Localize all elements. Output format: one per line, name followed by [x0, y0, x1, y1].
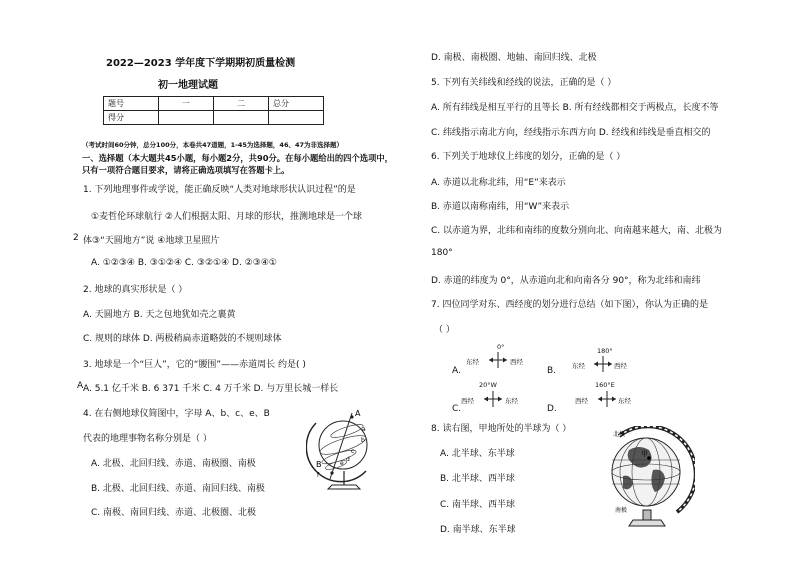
q8-globe-diagram: [599, 426, 695, 532]
question-8-stem: 8. 读右图，甲地所处的半球为（ ）: [431, 424, 572, 434]
score-table-header-cell: 总分: [269, 97, 324, 111]
q7-option-a-letter[interactable]: A.: [452, 366, 461, 376]
question-4-stem-line1: 4. 在右侧地球仪简图中，字母 A、b、c、e、B: [83, 409, 270, 419]
globe-label: f: [317, 472, 320, 479]
q7-a-right-label: 西经: [510, 358, 523, 366]
q8-globe-label-south-pole: 南极: [615, 507, 628, 514]
q7-d-right-label: 东经: [618, 397, 631, 405]
question-6-stem: 6. 下列关于地球仪上纬度的划分，正确的是（ ）: [431, 152, 626, 162]
globe-label: d: [346, 456, 350, 463]
q7-a-degree: 0°: [497, 343, 505, 351]
q7-b-degree-bottom: 160°E: [595, 381, 615, 389]
score-table-header-cell: 题号: [104, 97, 159, 111]
q7-c-arrow-icon: [482, 391, 504, 407]
section-instructions-line2: 只有一项符合题目要求，请将正确选项填写在答题卡上。: [82, 165, 290, 175]
q8-globe-label-north-pole: 北极: [613, 431, 626, 438]
exam-note: （考试时间60分钟，总分100分，本卷共47道题，1-45为选择题，46、47为非选择题）: [82, 141, 344, 149]
globe-label: b: [361, 437, 365, 444]
exam-subtitle: 初一地理试题: [158, 80, 218, 91]
section-instructions-line1: 一、选择题（本大题共45小题，每小题2分，共90分。在每小题给出的四个选项中，: [82, 153, 393, 163]
exam-title: 2022—2023 学年度下学期期初质量检测: [106, 58, 296, 69]
question-6-option-d[interactable]: D. 赤道的纬度为 0°，从赤道向北和向南各分 90°，称为北纬和南纬: [431, 276, 701, 286]
question-4-option-d[interactable]: D. 南极、南极圈、地轴、南回归线、北极: [431, 53, 597, 63]
globe-label: A: [355, 409, 361, 418]
q7-d-left-label: 西经: [575, 397, 588, 405]
question-4-option-c[interactable]: C. 南极、南回归线、赤道、北极圈、北极: [91, 508, 257, 518]
question-2-options-ab[interactable]: A. 天圆地方 B. 天之包地犹如壳之裹黄: [83, 310, 236, 320]
question-2-options-cd[interactable]: C. 规则的球体 D. 两极稍扁赤道略鼓的不规则球体: [83, 334, 282, 344]
question-8-option-b[interactable]: B. 北半球、西半球: [440, 474, 515, 484]
score-table-score-row: [104, 111, 324, 125]
q7-option-b-letter[interactable]: B.: [547, 366, 557, 376]
question-8-option-a[interactable]: A. 北半球、东半球: [440, 449, 515, 459]
q8-globe-label-jia: 甲: [641, 450, 648, 458]
score-input-cell[interactable]: [269, 111, 324, 125]
score-table-header-row: [104, 97, 324, 111]
globe-label: a: [362, 426, 366, 433]
question-6-option-b[interactable]: B. 赤道以南称南纬，用“W”来表示: [431, 202, 570, 212]
question-5-option-cd[interactable]: C. 纬线指示南北方向，经线指示东西方向 D. 经线和纬线是垂直相交的: [431, 128, 711, 138]
q7-b-degree-top: 180°: [597, 347, 613, 355]
question-1-items-line2: 体③“天圆地方”说 ④地球卫星照片: [83, 236, 220, 246]
question-6-option-c-line1[interactable]: C. 以赤道为界，北纬和南纬的度数分别向北、向南越来越大，南、北极为: [431, 226, 723, 236]
question-8-option-d[interactable]: D. 南半球、东半球: [440, 525, 516, 535]
question-3-options[interactable]: A. 5.1 亿千米 B. 6 371 千米 C. 4 万千米 D. 与万里长城一样长: [83, 384, 339, 394]
q7-d-arrow-icon: [596, 391, 618, 407]
question-5-stem: 5. 下列有关纬线和经线的说法，正确的是（ ）: [431, 78, 617, 88]
score-table-row-label: 得分: [104, 111, 159, 125]
margin-mark: A: [77, 381, 84, 391]
question-8-option-c[interactable]: C. 南半球、西半球: [440, 500, 516, 510]
question-1-stem: 1. 下列地理事件或学说，能正确反映“人类对地球形状认识过程”的是: [83, 185, 356, 195]
q7-option-c-letter[interactable]: C.: [452, 404, 462, 414]
question-3-stem: 3. 地球是一个“巨人”，它的“腰围”——赤道周长 约是( ): [83, 360, 306, 370]
q7-a-arrow-icon: [487, 352, 509, 368]
question-5-option-ab[interactable]: A. 所有纬线是相互平行的且等长 B. 所有经线都相交于两极点，长度不等: [431, 103, 719, 113]
score-table: [103, 96, 324, 125]
globe-label: e: [340, 460, 344, 467]
question-2-stem: 2. 地球的真实形状是（ ）: [83, 285, 188, 295]
globe-label: B: [316, 460, 322, 469]
question-4-option-a[interactable]: A. 北极、北回归线、赤道、南极圈、南极: [91, 459, 256, 469]
score-table-header-cell: 一: [159, 97, 214, 111]
question-4-option-b[interactable]: B. 北极、北回归线、赤道、南回归线、南极: [91, 484, 265, 494]
q7-b-arrow-icon: [592, 356, 614, 372]
q7-b-left-label: 东经: [572, 362, 585, 370]
question-6-option-c-line2: 180°: [431, 248, 453, 258]
q4-globe-diagram: [306, 405, 382, 499]
q7-c-degree: 20°W: [479, 381, 497, 389]
question-1-items-line1: ①麦哲伦环球航行 ②人们根据太阳、月球的形状，推测地球是一个球: [91, 212, 362, 222]
q7-c-right-label: 东经: [505, 397, 518, 405]
question-6-option-a[interactable]: A. 赤道以北称北纬，用“E”来表示: [431, 178, 566, 188]
score-input-cell[interactable]: [159, 111, 214, 125]
question-7-stem-line2: （ ）: [434, 325, 455, 335]
q7-option-d-letter[interactable]: D.: [547, 404, 557, 414]
q7-c-left-label: 西经: [461, 397, 474, 405]
globe-label: c: [351, 448, 355, 455]
margin-mark: 2: [73, 233, 79, 243]
question-4-stem-line2: 代表的地理事物名称分别是（ ）: [83, 434, 212, 444]
score-input-cell[interactable]: [214, 111, 269, 125]
q7-b-right-label: 西经: [614, 362, 627, 370]
score-table-header-cell: 二: [214, 97, 269, 111]
question-7-stem-line1: 7. 四位同学对东、西经度的划分进行总结（如下图），你认为正确的是: [431, 300, 708, 310]
question-1-options[interactable]: A. ①②③④ B. ③①②④ C. ③②①④ D. ②③④①: [91, 258, 277, 268]
q7-a-left-label: 东经: [466, 358, 479, 366]
